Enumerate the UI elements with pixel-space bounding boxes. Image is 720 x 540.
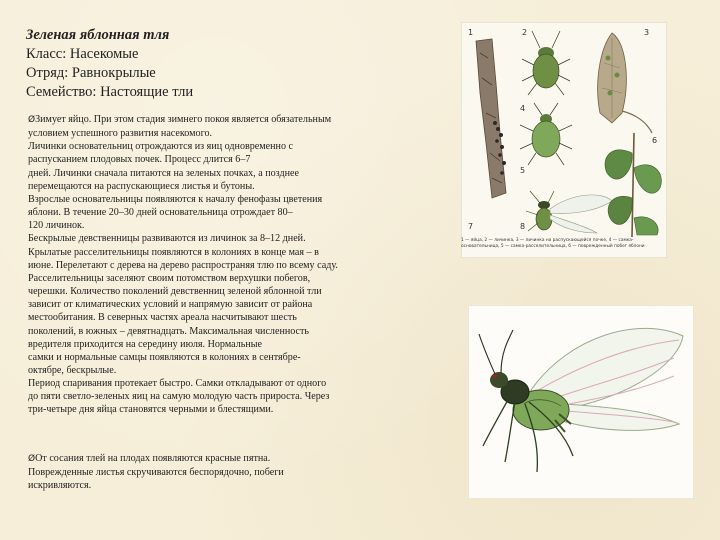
life-stages-drawing [462,23,666,237]
text-line: Поврежденные листья скручиваются беспорядочно, побеги [28,467,284,479]
text-line: поколений, в южных – девятнадцать. Максимальная численность [28,325,310,337]
text-line: дней. Личинки сначала питаются на зеленых почках, а позднее [28,167,299,179]
text-line: ØОт сосания тлей на плодах появляются красные пятна. [28,453,271,464]
text-line: 120 личинок. [28,220,85,232]
plate-number-2: 2 [522,28,528,37]
class-line: Класс: Насекомые [26,46,139,62]
text-line: распусканием плодовых почек. Процесс длится 6–7 [28,154,251,166]
damage-text [28,452,358,492]
apple-bud [598,33,652,133]
text-line: местообитания. В северных частях ареала насчитывают шесть [28,312,297,324]
branch-with-eggs [476,39,506,198]
text-line: Бескрылые девственницы развиваются из личинок за 8–12 дней. [28,233,306,245]
text-line: июне. Перелетают с дерева на дерево распространяя тлю по всему саду. [28,259,338,271]
text-line: Взрослые основательницы появляются к началу фенофазы цветения [28,193,323,205]
plate-number-7: 7 [468,222,474,231]
winged-aphid-illustration [468,305,694,499]
page-title: Зеленая яблонная тля [26,27,170,43]
aphid-founder [520,103,572,165]
order-line: Отряд: Равнокрылые [26,65,156,81]
plate-number-1: 1 [468,28,474,37]
plate-number-5: 5 [520,166,526,175]
text-line: вредителя приходится на середину июля. Нормальные [28,338,263,350]
text-line: октябре, бескрылые. [28,364,117,376]
text-line: яблони. В течение 20–30 дней основательница отрождает 80– [28,207,293,219]
text-line: самки и нормальные самцы появляются в колониях в сентябре- [28,351,301,363]
text-line: зависит от климатических условий и напрямую зависит от района [28,299,313,311]
text-line: три-четыре дня яйца становятся черными и блестящими. [28,404,274,416]
text-line: черешки. Количество поколений девственниц зеленой яблонной тли [28,286,322,298]
header-block [26,26,193,102]
damaged-shoot [605,133,661,237]
bullet-arrow-icon: Ø [28,454,36,464]
text-line: Личинки основательниц отрождаются из яиц одновременно с [28,141,293,153]
text-line: ØЗимует яйцо. При этом стадия зимнего покоя является обязательным [28,114,332,125]
plate-number-3: 3 [644,28,650,37]
text-line: перемещаются на распускающиеся листья и бутоны. [28,180,255,192]
life-stages-illustration [461,22,667,258]
winged-aphid-drawing [469,306,693,498]
text-line: до пяти светло-зеленых яиц на самую молодую часть прироста. Через [28,391,330,403]
text-line: условием успешного развития насекомого. [28,128,213,140]
text-line: Крылатые расселительницы появляются в колониях в конце мая – в [28,246,319,258]
aphid-larva-top [522,31,570,95]
family-line: Семейство: Настоящие тли [26,84,194,100]
bullet-arrow-icon: Ø [28,115,36,125]
main-text [28,113,456,417]
plate-caption: 1 — яйца, 2 — личинка, 3 — личинка на распускающейся почке, 4 — самка-основательница, 5 — самка-расселительница, 6 — поврежденный побег яблони [461,238,645,249]
text-line: Период спаривания протекает быстро. Самки откладывают от одного [28,378,327,390]
plate-number-6: 6 [652,136,658,145]
plate-number-8: 8 [520,222,526,231]
text-line: Расселительницы заселяют своим потомством верхушки побегов, [28,272,311,284]
aphid-winged-small [526,191,612,233]
plate-number-4: 4 [520,104,526,113]
text-line: искривляются. [28,480,92,492]
